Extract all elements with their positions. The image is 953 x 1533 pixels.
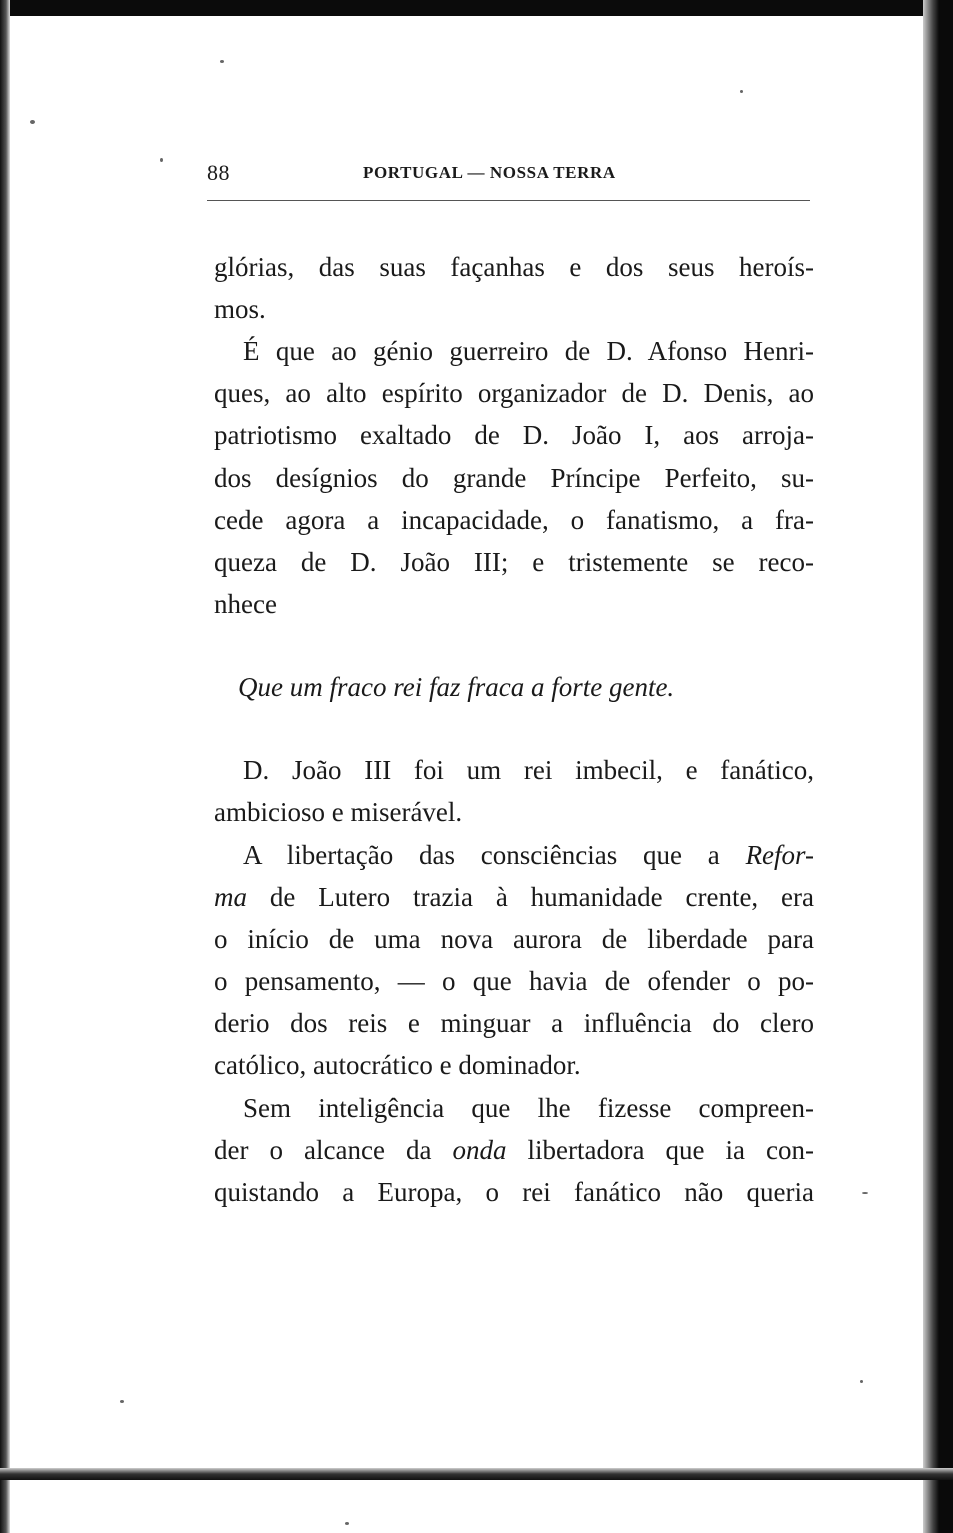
text-line: ambicioso e miserável. — [214, 797, 463, 827]
text-line: quistando a Europa, o rei fanático não queria — [214, 1177, 814, 1207]
text-line: patriotismo exaltado de D. João I, aos arroja- — [214, 420, 814, 450]
running-head — [207, 160, 812, 190]
scan-speck — [30, 120, 35, 124]
text-line: D. João III foi um rei imbecil, e fanático, — [243, 755, 814, 785]
scan-border-top — [0, 0, 953, 16]
text-line: cede agora a incapacidade, o fanatismo, a fra- — [214, 505, 814, 535]
text-line: glórias, das suas façanhas e dos seus heroís- — [214, 252, 814, 282]
text-line — [243, 840, 814, 870]
scan-speck — [862, 1192, 868, 1194]
text-run: de Lutero trazia à humanidade crente, era — [247, 882, 814, 912]
text-run: libertadora que ia con- — [506, 1135, 814, 1165]
text-line: ques, ao alto espírito organizador de D. Denis, ao — [214, 378, 814, 408]
scan-speck — [860, 1380, 863, 1383]
scan-speck — [740, 90, 743, 93]
verse-quote: Que um fraco rei faz fraca a forte gente. — [238, 672, 675, 702]
text-line: o pensamento, — o que havia de ofender o po- — [214, 966, 814, 996]
scan-border-bottom — [0, 1468, 953, 1480]
running-title: PORTUGAL — NOSSA TERRA — [363, 163, 616, 182]
text-line — [214, 882, 814, 912]
scan-speck — [220, 60, 224, 63]
scan-speck — [160, 158, 163, 162]
text-line: mos. — [214, 294, 266, 324]
text-line: dos desígnios do grande Príncipe Perfeito, su- — [214, 463, 814, 493]
text-line: queza de D. João III; e tristemente se reco- — [214, 547, 814, 577]
text-line: Sem inteligência que lhe fizesse compreen- — [243, 1093, 814, 1123]
text-line: nhece — [214, 589, 277, 619]
text-line: o início de uma nova aurora de liberdade para — [214, 924, 814, 954]
emphasis: ma — [214, 882, 247, 912]
text-run: der o alcance da — [214, 1135, 453, 1165]
page-number: 88 — [207, 160, 230, 185]
text-run: A libertação das consciências que a — [243, 840, 746, 870]
text-line: católico, autocrático e dominador. — [214, 1050, 581, 1080]
emphasis: Refor- — [745, 840, 814, 870]
scan-speck — [120, 1400, 124, 1403]
header-rule — [207, 200, 810, 201]
text-line — [214, 1135, 814, 1165]
scan-border-right — [923, 0, 953, 1533]
text-line: derio dos reis e minguar a influência do clero — [214, 1008, 814, 1038]
text-line: É que ao génio guerreiro de D. Afonso Henri- — [243, 336, 814, 366]
emphasis: onda — [452, 1135, 507, 1165]
scan-speck — [345, 1522, 349, 1525]
scan-border-left — [0, 0, 10, 1533]
